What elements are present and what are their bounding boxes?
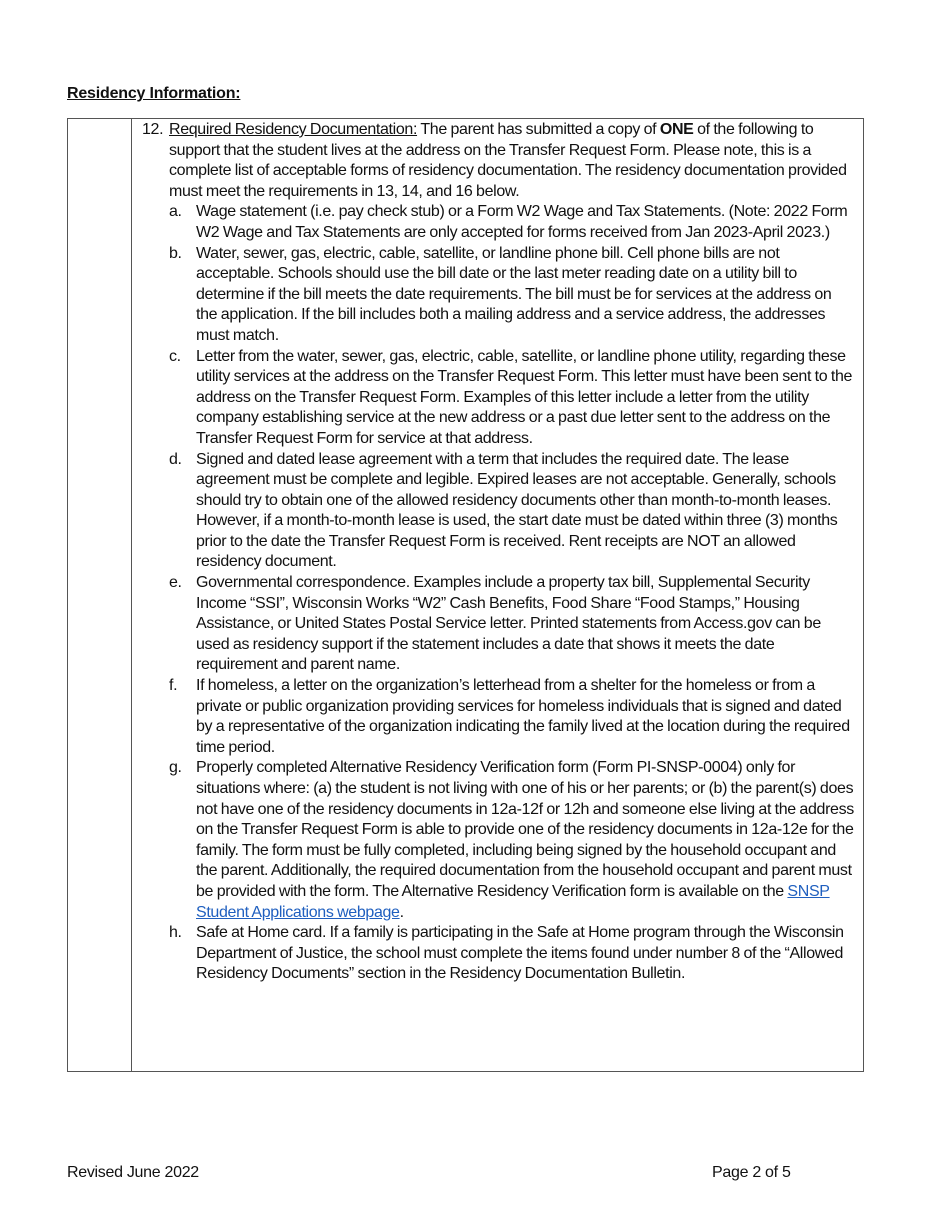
sub-item-text-wrap [196, 758, 855, 923]
section-heading: Residency Information: [67, 85, 241, 102]
sub-item-letter: f. [169, 677, 178, 695]
sub-item-letter: c. [169, 347, 181, 365]
footer-page-number: Page 2 of 5 [712, 1164, 791, 1181]
sub-item-list [169, 202, 855, 985]
sub-item-a [169, 202, 855, 243]
item-12 [142, 120, 855, 202]
sub-item-letter: h. [169, 924, 182, 942]
sub-item-text: Wage statement (i.e. pay check stub) or a Form W2 Wage and Tax Statements. (Note: 2022 Form W2 Wage and Tax Statements are only accepted for forms received from Jan 2023-April 2023.) [196, 203, 848, 241]
sub-item-text: Properly completed Alternative Residency Verification form (Form PI-SNSP-0004) only for situations where: (a) the student is not living with one of his or her parents; or (b) the parent(s) does not have one of the residency documents in 12a-12f or 12h and someone else living at the address on the Transfer Request Form is able to provide one of the residency documents in 12a-12e for the family. The form must be fully completed, including being signed by the household occupant and the parent. Additionally, the required documentation from the household occupant and parent must be provided with the form. The Alternative Residency Verification form is available on the [196, 759, 854, 900]
sub-item-d [169, 450, 855, 574]
sub-item-f [169, 676, 855, 758]
sub-item-letter: g. [169, 759, 182, 777]
content-column [132, 119, 863, 1071]
residency-table [67, 118, 864, 1072]
sub-item-letter: e. [169, 574, 182, 592]
intro-text-1: The parent has submitted a copy of [417, 121, 660, 138]
snsp-student-applications-link[interactable]: SNSP Student Applications webpage [196, 882, 830, 921]
sub-item-text: Letter from the water, sewer, gas, electric, cable, satellite, or landline phone utility, regarding these utility services at the address on the Transfer Request Form. This letter must have been sent to the address on the Transfer Request Form. Examples of this letter include a letter from the utility company establishing service at the new address or a past due letter sent to the address on the Transfer Request Form for service at that address. [196, 347, 853, 447]
intro-bold: ONE [659, 121, 694, 138]
footer-revised-date: Revised June 2022 [67, 1164, 199, 1181]
sub-item-letter: b. [169, 244, 182, 262]
sub-item-e [169, 573, 855, 676]
item-12-body [169, 120, 855, 202]
sub-item-letter: a. [169, 203, 182, 221]
sub-item-b [169, 244, 855, 347]
item-number: 12. [142, 121, 164, 138]
sub-item-text-end: . [399, 903, 404, 921]
sub-item-letter: d. [169, 450, 182, 468]
sub-item-c [169, 347, 855, 450]
checkbox-column [68, 119, 132, 1071]
sub-item-h [169, 923, 855, 985]
sub-item-text: Safe at Home card. If a family is participating in the Safe at Home program through the Wisconsin Department of Justice, the school must complete the items found under number 8 of the “Allowed Residency Documents” section in the Residency Documentation Bulletin. [196, 924, 844, 983]
sub-item-g [169, 758, 855, 923]
sub-item-text: Signed and dated lease agreement with a term that includes the required date. The lease agreement must be complete and legible. Expired leases are not acceptable. Generally, schools should try to obtain one of the allowed residency documents other than month-to-month leases. However, if a month-to-month lease is used, the start date must be dated within three (3) months prior to the date the Transfer Request Form is received. Rent receipts are NOT an allowed residency document. [196, 450, 838, 571]
item-title: Required Residency Documentation: [169, 121, 418, 138]
sub-item-text: Water, sewer, gas, electric, cable, satellite, or landline phone bill. Cell phone bills are not acceptable. Schools should use the bill date or the last meter reading date on a utility bill to determine if the bill meets the date requirements. The bill must be for services at the address on the application. If the bill includes both a mailing address and a service address, the addresses must match. [196, 244, 832, 344]
sub-item-text: Governmental correspondence. Examples include a property tax bill, Supplemental Security Income “SSI”, Wisconsin Works “W2” Cash Benefits, Food Share “Food Stamps,” Housing Assistance, or United States Postal Service letter. Printed statements from Access.gov can be used as residency support if the statement includes a date that shows it meets the date requirement and parent name. [196, 574, 821, 674]
sub-item-text: If homeless, a letter on the organization’s letterhead from a shelter for the homeless or from a private or public organization providing services for homeless individuals that is signed and dated by a representative of the organization indicating the family lived at the location during the required time period. [196, 677, 850, 756]
intro-text-2: of the following to support that the student lives at the address on the Transfer Request Form. Please note, this is a complete list of acceptable forms of residency documentation. The residency documentation provided must meet the requirements in 13, 14, and 16 below. [169, 121, 847, 200]
